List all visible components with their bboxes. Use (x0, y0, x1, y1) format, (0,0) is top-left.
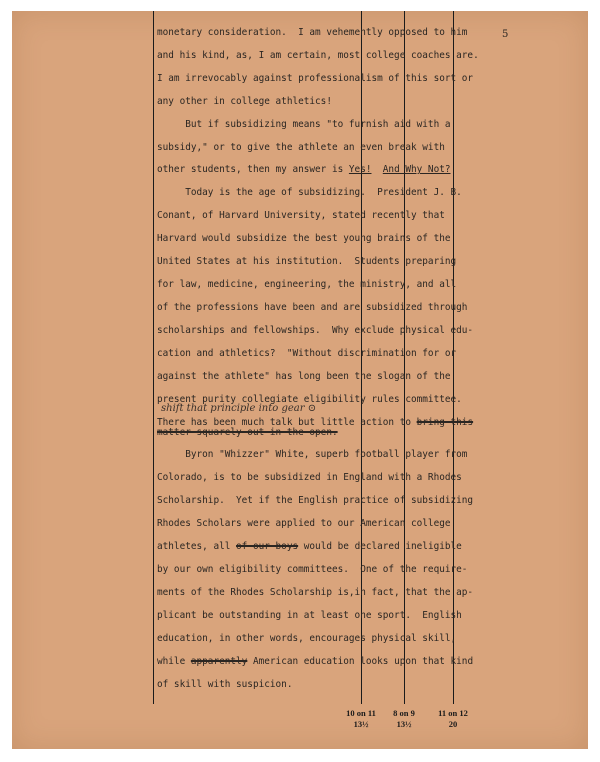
text-line: and his kind, as, I am certain, most college coaches are. (157, 50, 479, 61)
text-segment: There has been much talk but little action to (157, 417, 417, 428)
text-line: by our own eligibility committees. One of the require- (157, 564, 468, 575)
text-segment: American education looks upon that kind (247, 656, 474, 667)
text-line: of skill with suspicion. (157, 679, 293, 690)
text-segment: athletes, all (157, 541, 237, 552)
text-line: present purity collegiate eligibility rules committee. (157, 394, 462, 405)
text-segment: other students, then my answer is (157, 164, 349, 175)
spec-line: 10 on 11 (346, 708, 376, 718)
underlined-why-not: And Why Not? (382, 164, 451, 175)
text-line (157, 541, 462, 552)
text-line: Byron "Whizzer" White, superb football player from (157, 449, 468, 460)
text-line (157, 656, 473, 667)
text-segment: while (157, 656, 191, 667)
spec-line: 8 on 9 (393, 708, 415, 718)
page-number: 5 (502, 29, 509, 40)
spec-line: 13½ (353, 719, 369, 729)
text-line: Conant, of Harvard University, stated recently that (157, 210, 445, 221)
text-line: I am irrevocably against professionalism of this sort or (157, 73, 474, 84)
text-line: Scholarship. Yet if the English practice of subsidizing (157, 495, 474, 506)
text-line: Colorado, is to be subsidized in England with a Rhodes (157, 472, 462, 483)
struck-text: matter squarely out in the open. (157, 427, 338, 438)
text-line: education, in other words, encourages physical skill, (157, 633, 457, 644)
column-spec-3 (428, 708, 478, 730)
text-line: any other in college athletics! (157, 96, 332, 107)
underlined-yes: Yes! (348, 164, 372, 175)
struck-text: of our boys (236, 541, 299, 552)
text-line: scholarships and fellowships. Why exclude physical edu- (157, 325, 474, 336)
text-line: monetary consideration. I am vehemently opposed to him (157, 27, 468, 38)
text-line: Harvard would subsidize the best young brains of the (157, 233, 451, 244)
text-line: Today is the age of subsidizing. President J. B. (157, 187, 462, 198)
text-line: for law, medicine, engineering, the ministry, and all (157, 279, 457, 290)
text-line: of the professions have been and are subsidized through (157, 302, 468, 313)
text-line: But if subsidizing means "to furnish aid with a (157, 119, 451, 130)
text-line: subsidy," or to give the athlete an even break with (157, 142, 445, 153)
text-line: Rhodes Scholars were applied to our American college (157, 518, 451, 529)
text-segment: would be declared ineligible (298, 541, 462, 552)
text-line: ments of the Rhodes Scholarship is,in fact, that the ap- (157, 587, 474, 598)
text-line (157, 164, 451, 175)
struck-text: bring this (416, 417, 474, 428)
spec-line: 11 on 12 (438, 708, 468, 718)
column-spec-2 (379, 708, 429, 730)
spec-line: 20 (448, 719, 458, 729)
text-line: against the athlete" has long been the slogan of the (157, 371, 451, 382)
text-line: plicant be outstanding in at least one sport. English (157, 610, 462, 621)
handwritten-insertion: shift that principle into gear ⊙ (161, 403, 317, 414)
text-line: United States at his institution. Students preparing (157, 256, 457, 267)
text-line: cation and athletics? "Without discrimination for or (157, 348, 457, 359)
struck-text: apparently (190, 656, 248, 667)
spec-line: 13½ (396, 719, 412, 729)
